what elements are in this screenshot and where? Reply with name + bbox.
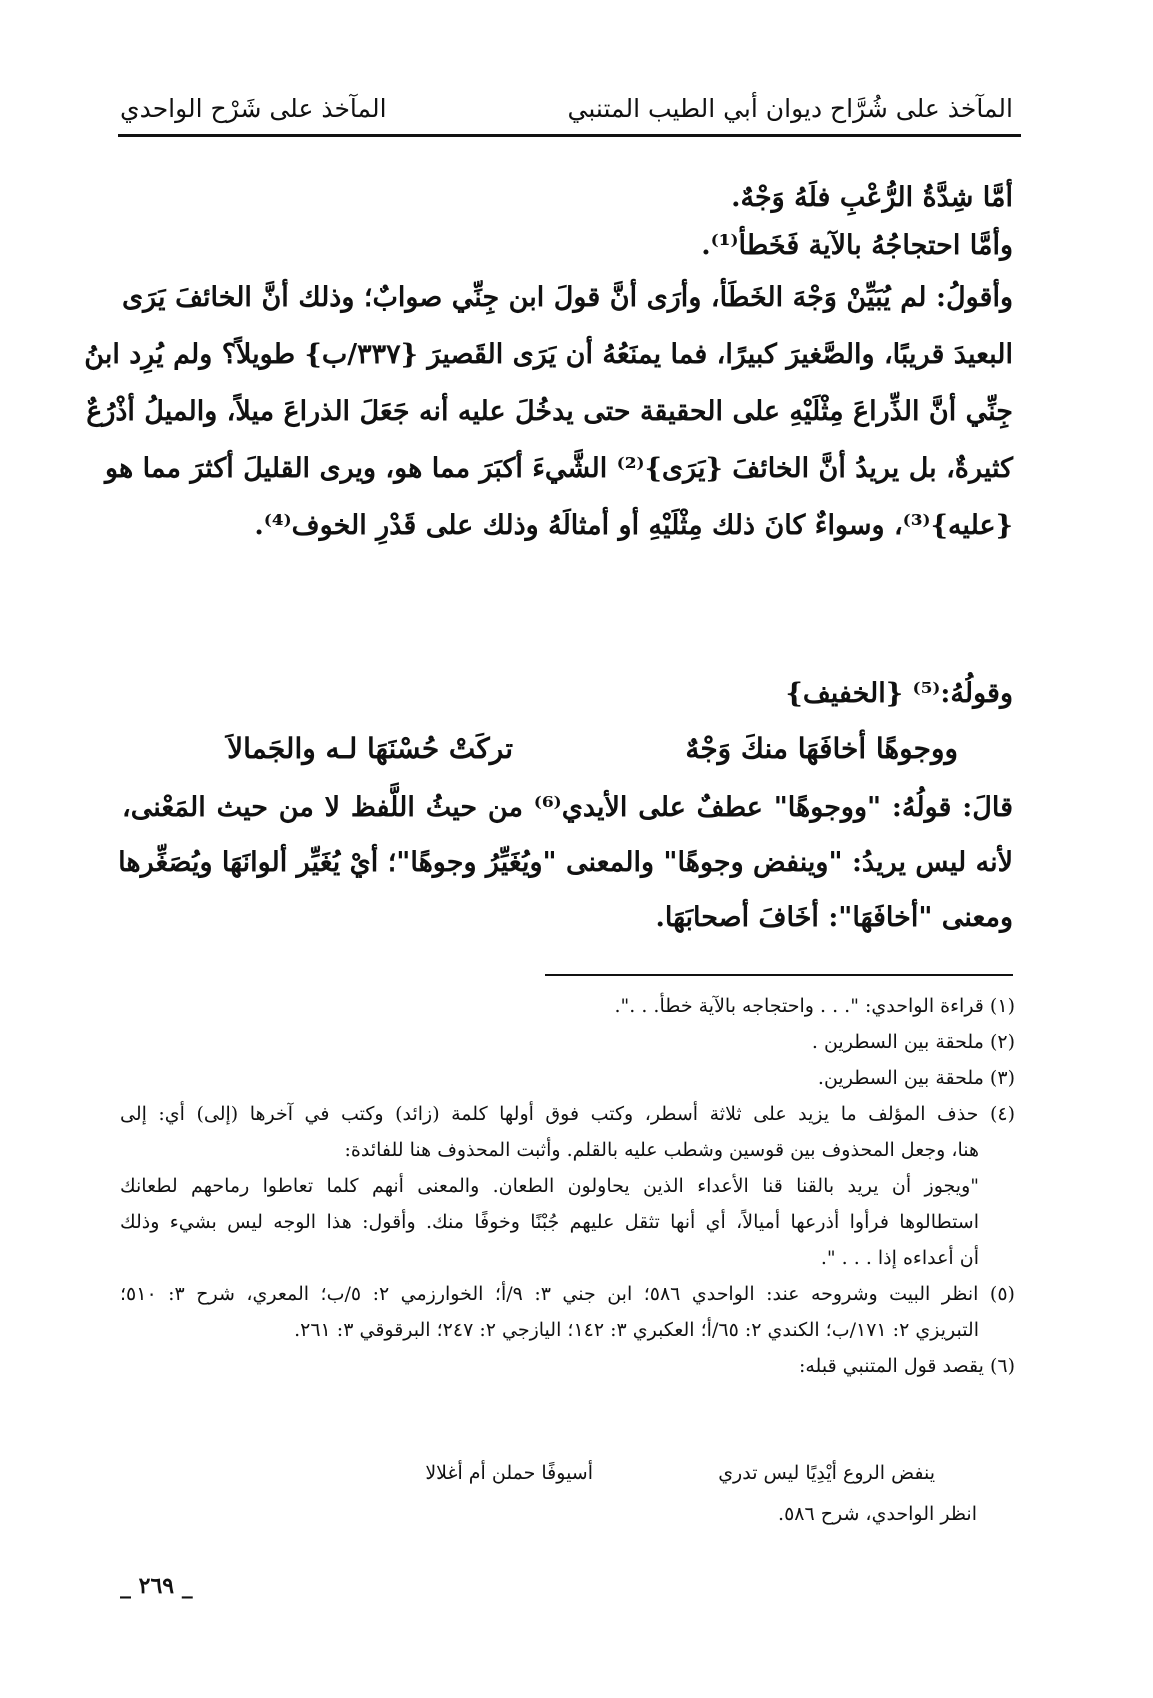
footnote-5: (٥) انظر البيت وشروحه عند: الواحدي ٥٨٦؛ ابن جني ٣: ٩/أ؛ الخوارزمي ٢: ٥/ب؛ المعري، شرح ٣: ٥١٠؛	[120, 1283, 1015, 1305]
verse-intro: وقولُهُ:⁽⁵⁾ {الخفيف}	[785, 678, 1013, 709]
footnote-6-reference: انظر الواحدي، شرح ٥٨٦.	[778, 1503, 977, 1525]
footnotes	[120, 988, 1015, 1384]
footnote-4-quote: استطالوها فرأوا أذرعها أميالاً، أي أنها تثقل عليهم جُبْنًا وخوفًا منك. وأقول: هذا الوجه ليس بشيء وذلك	[120, 1211, 979, 1233]
footnote-4-quote: "ويجوز أن يريد بالقنا قنا الأعداء الذين يحاولون الطعان. والمعنى أنهم كلما تعاطوا رماحهم لطعانك	[120, 1175, 979, 1197]
footnote-2: (٢) ملحقة بين السطرين .	[811, 1031, 1015, 1053]
page-number: _ ٢٦٩ _	[120, 1573, 193, 1599]
footnote-4-continued: هنا، وجعل المحذوف بين قوسين وشطب عليه بالقلم. وأثبت المحذوف هنا للفائدة:	[344, 1139, 979, 1161]
main-text	[84, 178, 1013, 546]
footnote-5-continued: التبريزي ٢: ١٧١/ب؛ الكندي ٢: ٦٥/أ؛ العكبري ٣: ١٤٢؛ اليازجي ٢: ٢٤٧؛ البرقوقي ٣: ٢٦١.	[294, 1319, 979, 1341]
body-line: جِنِّي أنَّ الذِّراعَ مِثْلَيْهِ على الحقيقة حتى يدخُلَ عليه أنه جَعَلَ الذراعَ ميلاً، والميلُ أذْرُعٌ	[86, 396, 1013, 427]
body-line: أمَّا شِدَّةُ الرُّعْبِ فلَهُ وَجْهٌ.	[731, 182, 1013, 213]
footnote-4-quote: أن أعداءه إذا . . . ".	[820, 1247, 979, 1269]
footnote-4: (٤) حذف المؤلف ما يزيد على ثلاثة أسطر، وكتب فوق أولها كلمة (زائد) وكتب في آخرها (إلى) أي: إلى	[120, 1103, 1015, 1125]
commentary-line: قالَ: قولُهُ: "ووجوهًا" عطفٌ على الأيدي⁽⁶⁾ من حيثُ اللَّفظ لا من حيث المَعْنى،	[122, 792, 1013, 823]
body-line: كثيرةٌ، بل يريدُ أنَّ الخائفَ {يَرَى}⁽²⁾ الشَّيءَ أكبَرَ مما هو، ويرى القليلَ أكثرَ مما هو	[105, 453, 1013, 484]
footnote-6: (٦) يقصد قول المتنبي قبله:	[798, 1355, 1015, 1377]
body-line: وأقولُ: لم يُبَيِّنْ وَجْهَ الخَطَأ، وأرَى أنَّ قولَ ابن جِنِّي صوابٌ؛ وذلك أنَّ الخائفَ يَرَى	[122, 282, 1013, 313]
footnote-verse-second-hemistich: أسيوفًا حملن أم أغلالا	[425, 1462, 593, 1484]
commentary-line: لأنه ليس يريدُ: "وينفض وجوهًا" والمعنى "ويُغَيِّرُ وجوهًا"؛ أيْ يُغَيِّر ألوانَهَا ويُصَغِّرها	[118, 847, 1013, 878]
footnote-3: (٣) ملحقة بين السطرين.	[817, 1067, 1015, 1089]
running-header-book-title: المآخذ على شُرَّاح ديوان أبي الطيب المتنبي	[567, 94, 1013, 123]
commentary-line: ومعنى "أخافَهَا": أخَافَ أصحابَهَا.	[655, 902, 1013, 933]
commentary-text	[118, 788, 1013, 938]
body-line: وأمَّا احتجاجُهُ بالآية فَخَطأ⁽¹⁾.	[701, 230, 1013, 261]
body-line: {عليه}⁽³⁾، وسواءٌ كانَ ذلك مِثْلَيْهِ أو أمثالَهُ وذلك على قَدْرِ الخوف⁽⁴⁾.	[254, 510, 1013, 541]
running-header-section-title: المآخذ على شَرْح الواحدي	[120, 94, 387, 123]
header-rule	[118, 134, 1021, 137]
footnote-verse-first-hemistich: ينفض الروع أيْدِيًا ليس تدري	[718, 1462, 935, 1484]
body-line: البعيدَ قريبًا، والصَّغيرَ كبيرًا، فما يمنَعُهُ أن يَرَى القَصيرَ {٣٣٧/ب} طويلاً؟ ولم يُرِد ابنُ	[84, 339, 1013, 370]
verse-second-hemistich: تركَتْ حُسْنَهَا لـه والجَمالاَ	[227, 732, 513, 765]
footnote-separator	[545, 974, 1013, 976]
footnote-1: (١) قراءة الواحدي: ". . . واحتجاجه بالآية خطأ. . .".	[614, 995, 1015, 1017]
verse-first-hemistich: ووجوهًا أخافَهَا منكَ وَجْهٌ	[685, 732, 958, 765]
